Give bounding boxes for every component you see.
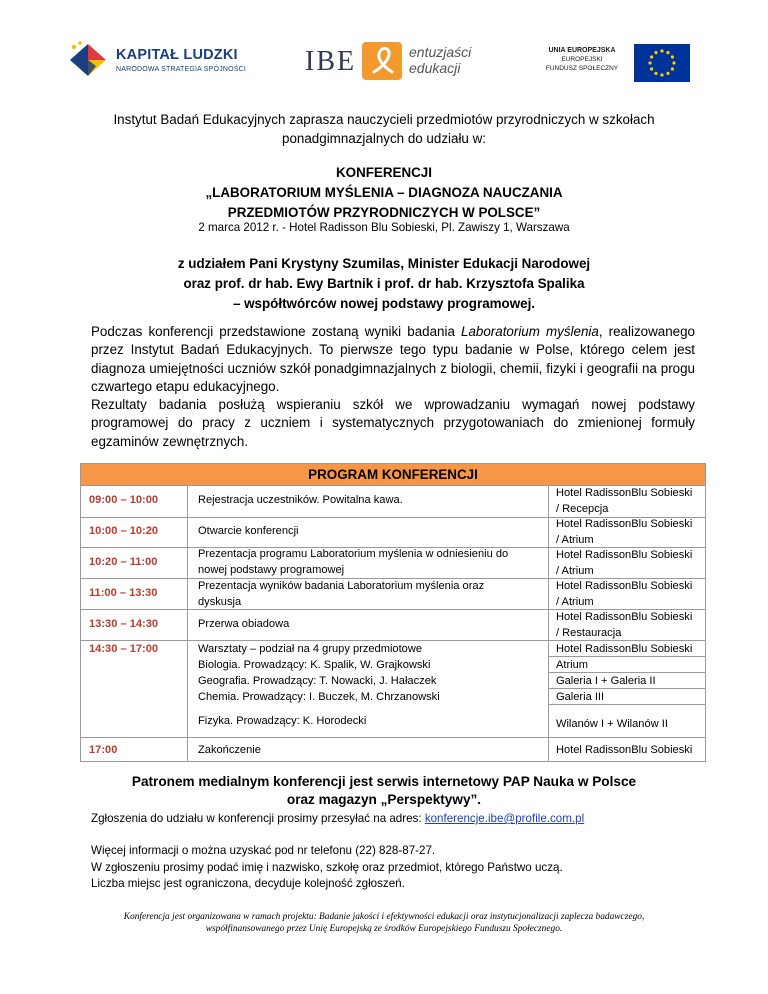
patron-line-1: Patronem medialnym konferencji jest serwis internetowy PAP Nauka w Polsce xyxy=(131,774,637,789)
description-cell: nowej podstawy programowej xyxy=(198,564,345,576)
contact-info xyxy=(91,843,563,893)
results-paragraph: Rezultaty badania posłużą wspieraniu szkół we wprowadzaniu wymagań nowej podstawy programowej do pracy z uczniem i systematycznych przygotowaniach do zmienionej formuły egzaminów zewnętrznych. xyxy=(91,397,695,449)
eu-logo-line-3: FUNDUSZ SPOŁECZNY xyxy=(545,65,619,72)
location-cell: Hotel RadissonBlu Sobieski xyxy=(556,518,693,530)
kapital-ludzki-title: KAPITAŁ LUDZKI xyxy=(116,47,238,63)
description-cell: Przerwa obiadowa xyxy=(198,618,290,630)
location-cell: Hotel RadissonBlu Sobieski xyxy=(556,549,693,561)
location-cell: Hotel RadissonBlu Sobieski xyxy=(556,580,693,592)
conference-title-line-3: PRZEDMIOTÓW PRZYRODNICZYCH W POLSCE” xyxy=(227,205,541,220)
registration-email-link[interactable]: konferencje.ibe@profile.com.pl xyxy=(424,812,585,825)
logo-bar xyxy=(0,38,768,88)
program-table xyxy=(80,463,706,762)
project-footer xyxy=(80,912,688,935)
location-cell: Hotel RadissonBlu Sobieski xyxy=(556,744,693,756)
ibe-tagline-line-2: edukacji xyxy=(409,60,461,76)
description-cell: Zakończenie xyxy=(198,744,261,756)
ibe-logo xyxy=(305,42,485,82)
time-cell: 11:00 – 13:30 xyxy=(89,587,158,599)
program-body xyxy=(81,486,705,761)
eu-logo xyxy=(542,44,692,84)
time-cell: 10:00 – 10:20 xyxy=(89,525,159,537)
location-cell: Galeria III xyxy=(556,691,605,703)
conference-title xyxy=(80,163,688,223)
conference-title-line-2: „LABORATORIUM MYŚLENIA – DIAGNOZA NAUCZANIA xyxy=(205,185,563,200)
ibe-emblem-icon xyxy=(362,42,402,80)
patron-line-2: oraz magazyn „Perspektywy”. xyxy=(286,792,482,807)
description-cell: Rejestracja uczestników. Powitalna kawa. xyxy=(198,494,403,506)
location-cell: Atrium xyxy=(556,659,589,671)
registration-text xyxy=(91,812,584,825)
time-cell: 09:00 – 10:00 xyxy=(89,494,159,506)
description-cell: Warsztaty – podział na 4 grupy przedmiotowe xyxy=(198,643,423,655)
time-cell: 10:20 – 11:00 xyxy=(89,556,158,568)
location-cell: Hotel RadissonBlu Sobieski xyxy=(556,643,693,655)
location-cell: Hotel RadissonBlu Sobieski xyxy=(556,487,693,499)
time-cell: 14:30 – 17:00 xyxy=(89,643,159,655)
location-cell: Galeria I + Galeria II xyxy=(556,675,656,687)
description-cell: Otwarcie konferencji xyxy=(198,525,299,537)
location-cell: Wilanów I + Wilanów II xyxy=(556,718,668,730)
intro-line-2: ponadgimnazjalnych do udziału w: xyxy=(282,131,486,146)
location-cell: / Atrium xyxy=(556,565,594,577)
time-cell: 13:30 – 14:30 xyxy=(89,618,159,630)
conference-title-line-1: KONFERENCJI xyxy=(336,165,432,180)
program-title: PROGRAM KONFERENCJI xyxy=(81,464,705,486)
guests-line-1: z udziałem Pani Krystyny Szumilas, Minister Edukacji Narodowej xyxy=(177,256,591,271)
location-cell: / Atrium xyxy=(556,596,594,608)
paragraph-1-before: Podczas konferencji przedstawione zostaną wyniki badania xyxy=(91,324,461,339)
row-divider xyxy=(81,737,705,738)
eu-logo-line-2: EUROPEJSKI xyxy=(561,56,603,63)
conference-date-place: 2 marca 2012 r. - Hotel Radisson Blu Sobieski, Pl. Zawiszy 1, Warszawa xyxy=(198,221,570,234)
eu-flag-icon xyxy=(634,44,690,82)
location-cell: / Restauracja xyxy=(556,627,622,639)
guests-line-3: – współtwórców nowej podstawy programowej. xyxy=(232,296,536,311)
guests-line-2: oraz prof. dr hab. Ewy Bartnik i prof. dr hab. Krzysztofa Spalika xyxy=(183,276,585,291)
description-cell: Prezentacja wyników badania Laboratorium myślenia oraz xyxy=(198,580,485,592)
info-line-1: Więcej informacji o można uzyskać pod nr telefonu (22) 828-87-27. xyxy=(91,844,436,857)
location-cell: / Atrium xyxy=(556,534,594,546)
eu-logo-text xyxy=(542,46,622,73)
info-line-2: W zgłoszeniu prosimy podać imię i nazwisko, szkołę oraz przedmiot, którego Państwo uczą. xyxy=(91,860,563,874)
intro-line-1: Instytut Badań Edukacyjnych zaprasza nauczycieli przedmiotów przyrodniczych w szkołach xyxy=(113,112,655,127)
footer-line-1: Konferencja jest organizowana w ramach projektu: Badanie jakości i efektywności edukacji oraz instytucjonalizacji zaplecza badawczego, xyxy=(123,912,645,922)
location-cell: Hotel RadissonBlu Sobieski xyxy=(556,611,693,623)
media-patron xyxy=(80,773,688,809)
kapital-ludzki-emblem-icon xyxy=(66,38,112,82)
description-cell: Fizyka. Prowadzący: K. Horodecki xyxy=(198,715,367,727)
description-cell: dyskusja xyxy=(198,596,242,608)
description-cell: Prezentacja programu Laboratorium myślenia w odniesieniu do xyxy=(198,548,509,560)
intro-text xyxy=(80,110,688,148)
ibe-logo-text: IBE xyxy=(305,46,357,77)
paragraph-1-italic: Laboratorium myślenia xyxy=(461,324,599,339)
description-cell: Biologia. Prowadzący: K. Spalik, W. Grajkowski xyxy=(198,659,431,671)
ibe-tagline-line-1: entuzjaści xyxy=(409,44,472,60)
description-cell: Chemia. Prowadzący: I. Buczek, M. Chrzanowski xyxy=(198,691,440,703)
kapital-ludzki-subtitle: NARODOWA STRATEGIA SPÓJNOŚCI xyxy=(116,66,247,73)
guests-text xyxy=(80,254,688,314)
description-paragraph xyxy=(91,323,695,396)
time-cell: 17:00 xyxy=(89,744,118,756)
paragraph-1-after: , realizowanego przez Instytut Badań Edukacyjnych. To pierwsze tego typu badanie w Polse, którego celem jest diagnoza umiejętności uczniów szkół ponadgimnazjalnych z biologii, chemii, fizyki i geografii na progu czwartego etapu edukacyjnego. xyxy=(91,324,695,394)
ibe-tagline xyxy=(409,44,471,76)
footer-line-2: współfinansowanego przez Unię Europejską ze środków Europejskiego Funduszu Społecznego. xyxy=(205,923,563,934)
registration-label: Zgłoszenia do udziału w konferencji prosimy przesyłać na adres: xyxy=(91,812,425,825)
description-cell: Geografia. Prowadzący: T. Nowacki, J. Hałaczek xyxy=(198,675,437,687)
info-line-3: Liczba miejsc jest ograniczona, decyduje kolejność zgłoszeń. xyxy=(91,877,405,890)
kapital-ludzki-logo xyxy=(66,38,246,82)
eu-logo-line-1: UNIA EUROPEJSKA xyxy=(548,47,616,54)
location-cell: / Recepcja xyxy=(556,503,609,515)
